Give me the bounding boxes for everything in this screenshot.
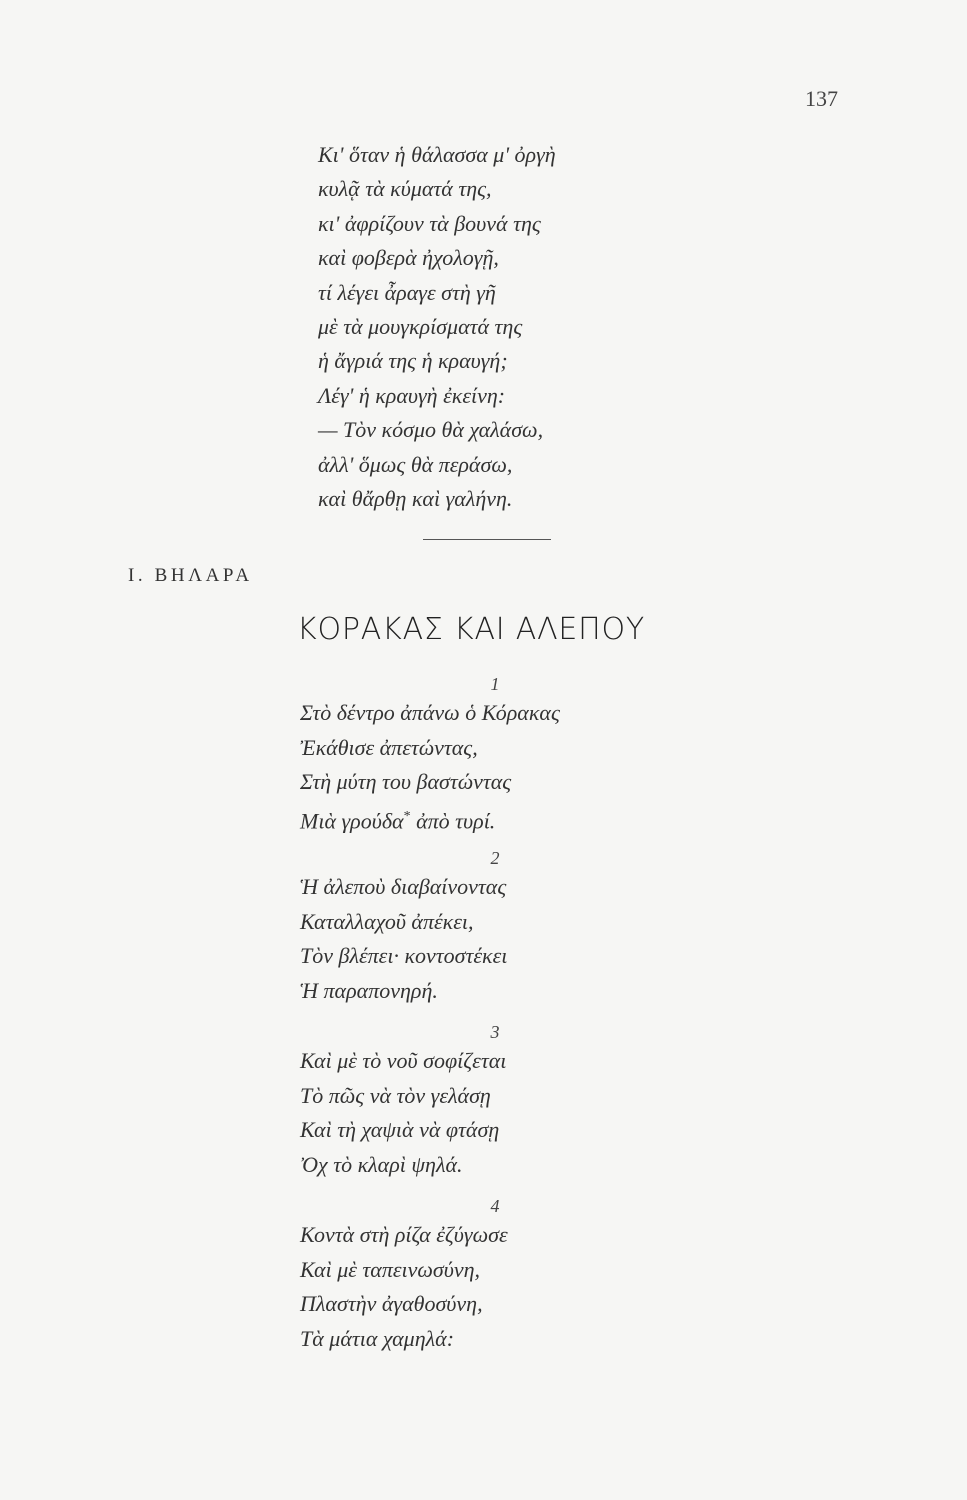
stanza-number: 2 xyxy=(490,848,500,868)
poem-line: ἀλλ' ὅμως θὰ περάσω, xyxy=(318,451,513,477)
poem-line: μὲ τὰ μουγκρίσματά της xyxy=(318,314,523,340)
poem-top xyxy=(318,138,556,516)
stanza-line: Ἡ παραπονηρή. xyxy=(300,977,438,1003)
poem-line: Λέγ' ἡ κραυγὴ ἐκείνη: xyxy=(318,382,506,408)
poem-line: ἡ ἄγριά της ἡ κραυγή; xyxy=(318,348,508,374)
stanza-line: Ὀχ τὸ κλαρὶ ψηλά. xyxy=(300,1151,463,1177)
stanza-line: Ἡ ἀλεποὺ διαβαίνοντας xyxy=(300,874,507,899)
page-number: 137 xyxy=(805,86,838,111)
stanza-2 xyxy=(300,846,690,1008)
poem-line: Κι' ὅταν ἡ θάλασσα μ' ὀργὴ xyxy=(318,142,556,167)
stanza-line: Καὶ μὲ τὸ νοῦ σοφίζεται xyxy=(300,1048,507,1073)
stanza-line: Καταλλαχοῦ ἀπέκει, xyxy=(300,908,474,934)
footnote-marker: * xyxy=(403,808,411,824)
stanza-number: 3 xyxy=(490,1022,500,1042)
poem-line: κυλᾷ τὰ κύματά της, xyxy=(318,176,492,202)
poem-line: — Τὸν κόσμο θὰ χαλάσω, xyxy=(318,417,544,443)
stanza-line: Τὰ μάτια χαμηλά: xyxy=(300,1325,455,1351)
stanza-line: Ἐκάθισε ἀπετώντας, xyxy=(300,734,478,760)
stanza-line: Κοντὰ στὴ ρίζα ἐζύγωσε xyxy=(300,1222,508,1247)
stanza-number: 1 xyxy=(490,674,500,694)
stanza-line: Στὸ δέντρο ἀπάνω ὁ Κόρακας xyxy=(300,700,560,725)
section-divider xyxy=(423,539,551,540)
stanza-line: Τὸ πῶς νὰ τὸν γελάσῃ xyxy=(300,1082,491,1108)
stanza-line-part: Μιὰ γρούδα xyxy=(300,807,404,833)
stanza-line xyxy=(300,800,690,839)
stanza-line: Πλαστὴν ἀγαθοσύνη, xyxy=(300,1291,483,1316)
stanza-number: 4 xyxy=(490,1196,500,1216)
poem-line: καὶ φοβερὰ ἠχολογῇ, xyxy=(318,245,499,271)
stanza-1 xyxy=(300,672,690,838)
stanza-line: Καὶ τὴ χαψιὰ νὰ φτάσῃ xyxy=(300,1117,500,1142)
stanza-line-part: ἀπὸ τυρί. xyxy=(416,807,496,833)
stanza-line: Τὸν βλέπει· κοντοστέκει xyxy=(300,943,508,968)
stanza-line: Στὴ μύτη του βαστώντας xyxy=(300,769,512,794)
poem-line: κι' ἀφρίζουν τὰ βουνά της xyxy=(318,210,541,236)
stanza-4 xyxy=(300,1194,690,1356)
stanza-line: Καὶ μὲ ταπεινωσύνη, xyxy=(300,1256,481,1282)
poem-line: τί λέγει ἆραγε στὴ γῆ xyxy=(318,279,496,305)
author-name: Ι. ΒΗΛΑΡΑ xyxy=(128,565,253,586)
stanza-3 xyxy=(300,1020,690,1182)
poem-title: ΚΟΡΑΚΑΣ ΚΑΙ ΑΛΕΠΟΥ xyxy=(297,612,646,647)
poem-line: καὶ θἄρθῃ καὶ γαλήνη. xyxy=(318,486,513,512)
